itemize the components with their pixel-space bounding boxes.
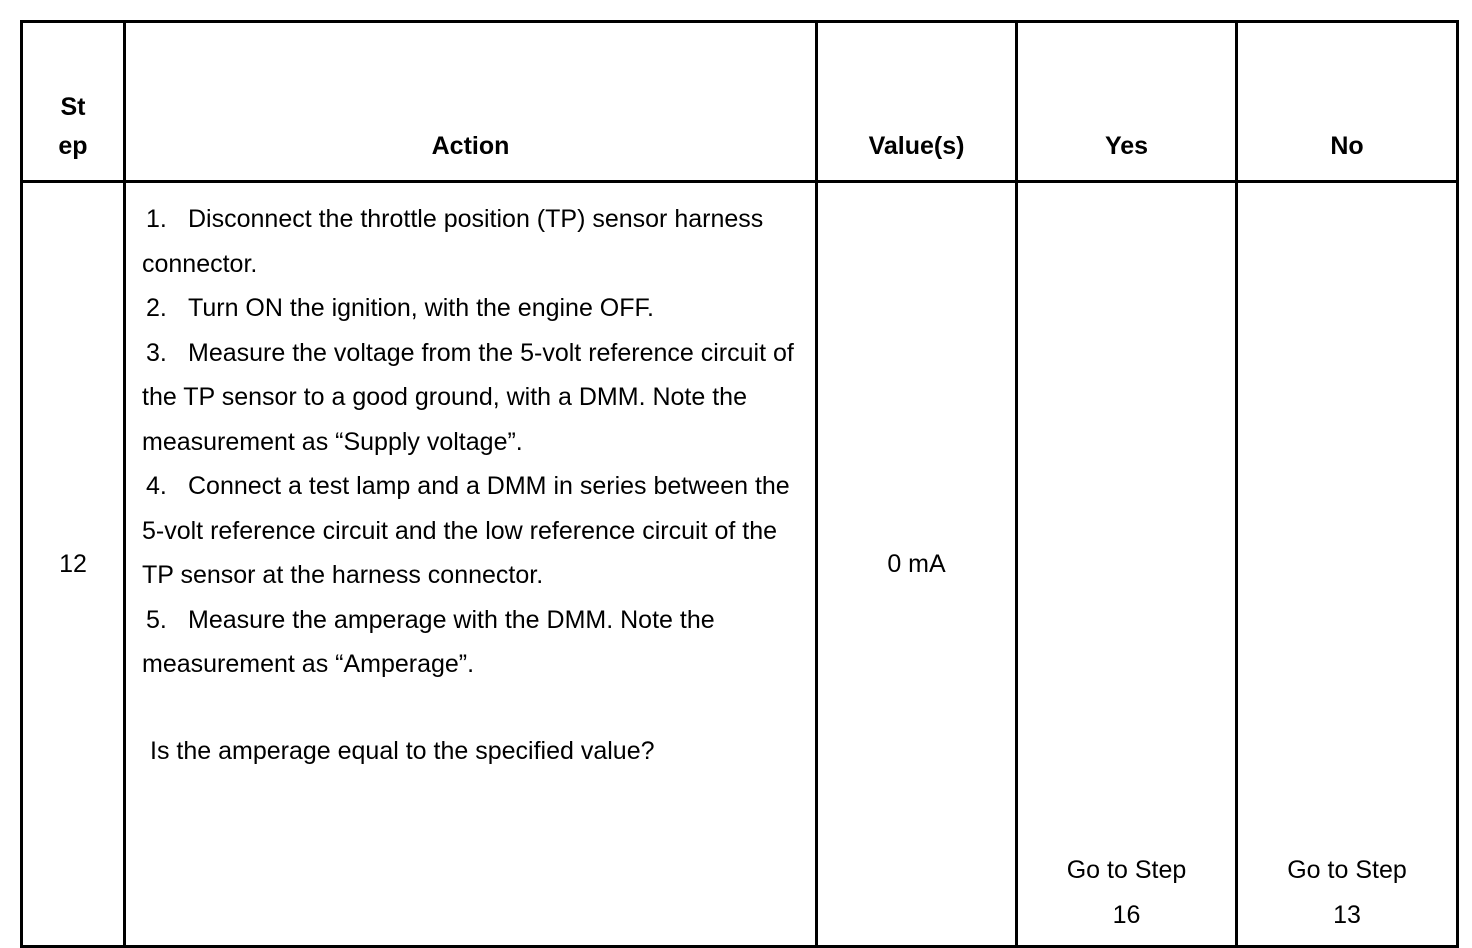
yes-step-target: 16 [1112, 900, 1141, 929]
header-no: No [1237, 22, 1458, 182]
header-values: Value(s) [817, 22, 1017, 182]
action-item-text: Disconnect the throttle position (TP) sensor harness connector. [142, 205, 764, 278]
action-question: Is the amperage equal to the specified value? [150, 736, 655, 765]
header-row [22, 22, 1458, 182]
value-cell: 0 mA [817, 182, 1017, 947]
yes-go-to-label: Go to Step [1066, 856, 1187, 884]
action-item-1 [142, 197, 805, 286]
no-cell [1237, 182, 1458, 947]
header-step [22, 22, 125, 182]
no-go-to-label: Go to Step [1287, 856, 1407, 884]
action-item-3 [142, 331, 805, 465]
header-yes: Yes [1017, 22, 1237, 182]
action-item-text: Measure the amperage with the DMM. Note the measurement as “Amperage”. [142, 605, 715, 678]
header-step-text: St ep [58, 93, 88, 160]
action-item-5 [142, 598, 805, 687]
action-item-number: 1. [146, 205, 167, 233]
action-item-text: Measure the voltage from the 5-volt reference circuit of the TP sensor to a good ground, with a DMM. Note the measurement as “Supply voltage”. [142, 338, 794, 456]
action-item-4 [142, 464, 805, 598]
step-number: 12 [22, 182, 125, 947]
action-item-number: 2. [146, 294, 167, 322]
header-action: Action [125, 22, 817, 182]
diagnostic-table [20, 20, 1459, 948]
action-item-text: Turn ON the ignition, with the engine OFF. [188, 294, 654, 322]
table-row [22, 182, 1458, 947]
action-item-number: 4. [146, 472, 167, 500]
action-item-number: 3. [146, 338, 167, 367]
action-item-text: Connect a test lamp and a DMM in series between the 5-volt reference circuit and the low reference circuit of the TP sensor at the harness connector. [142, 472, 790, 589]
action-cell [125, 182, 817, 947]
yes-cell [1017, 182, 1237, 947]
action-item-number: 5. [146, 605, 167, 634]
action-item-2 [142, 286, 805, 331]
no-step-target: 13 [1333, 900, 1361, 929]
